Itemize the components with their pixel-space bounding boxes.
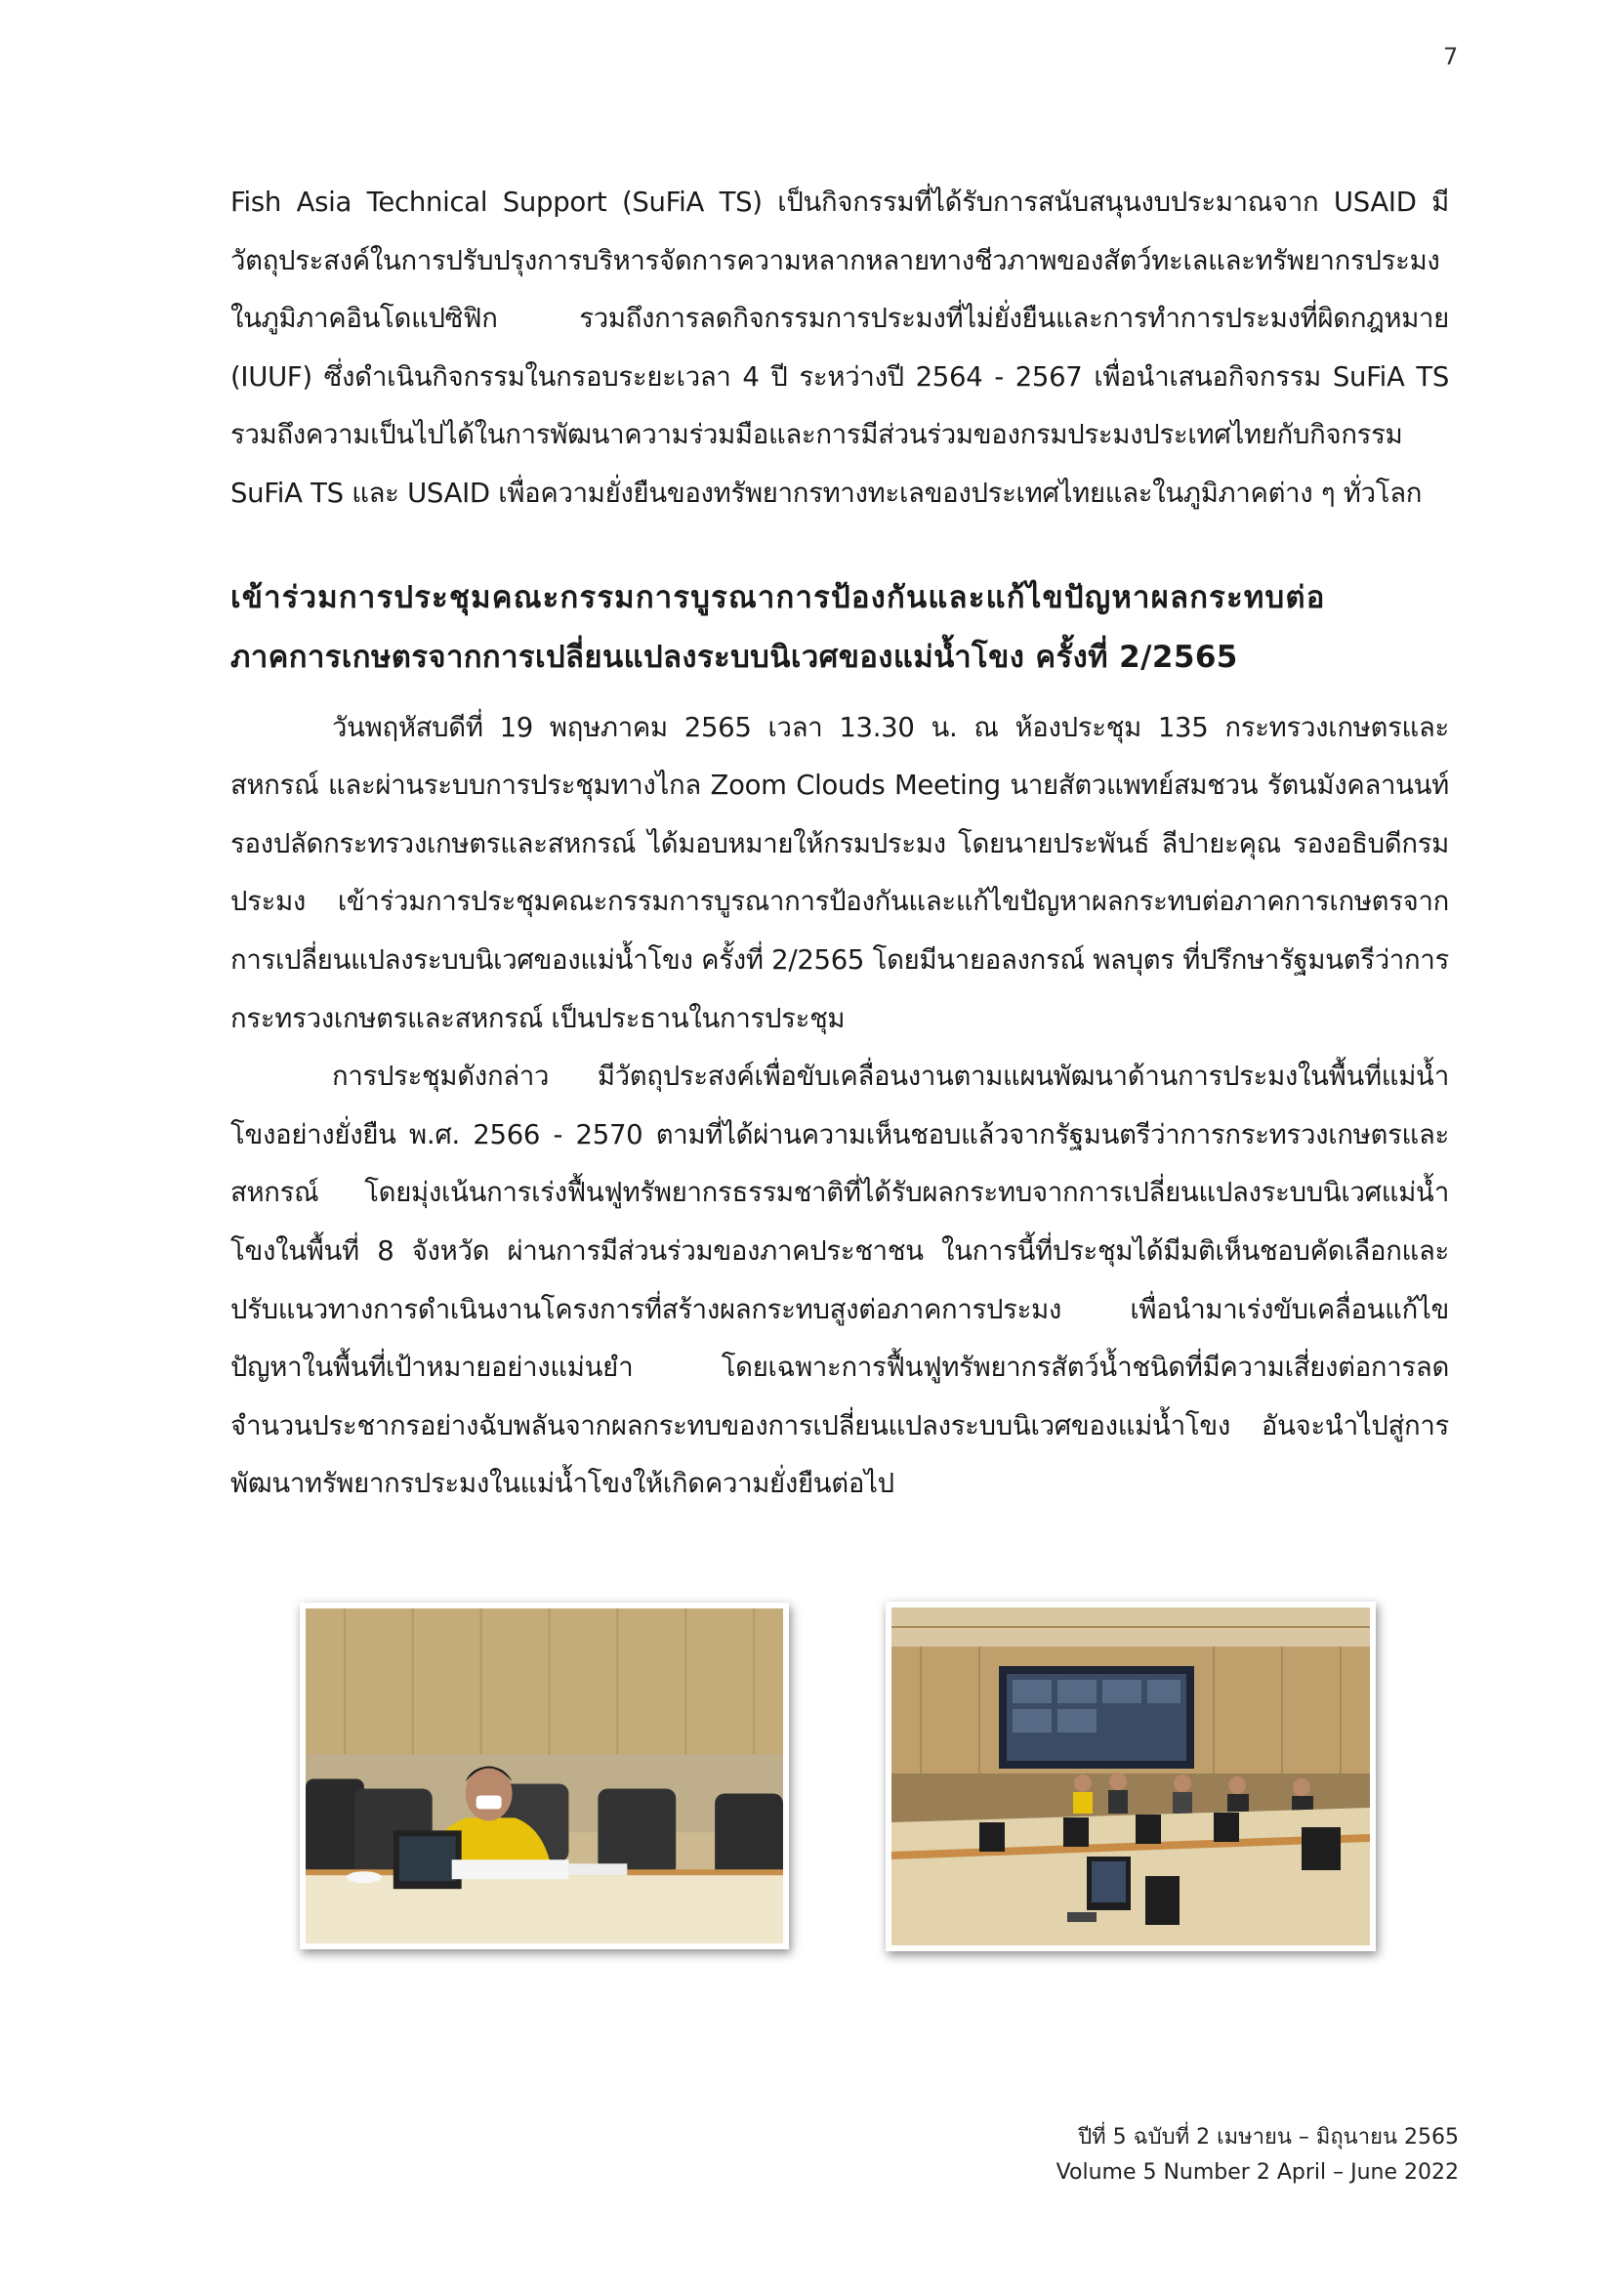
meeting-photo-official-image <box>306 1608 783 1943</box>
section-heading <box>230 568 1449 688</box>
page-number: 7 <box>1443 43 1459 70</box>
meeting-paragraph: วันพฤหัสบดีที่ 19 พฤษภาคม 2565 เวลา 13.30 น. ณ ห้องประชุม 135 กระทรวงเกษตรและสหกรณ์ และผ่านระบบการประชุมทางไกล Zoom Clouds Meeting นายสัตวแพทย์สมชวน รัตนมังคลานนท์ รองปลัดกระทรวงเกษตรและสหกรณ์ ได้มอบหมายให้กรมประมง โดยนายประพันธ์ ลีปายะคุณ รองอธิบดีกรมประมง เข้าร่วมการประชุมคณะกรรมการบูรณาการป้องกันและแก้ไขปัญหาผลกระทบต่อภาคการเกษตรจากการเปลี่ยนแปลงระบบนิเวศของแม่น้ำโขง ครั้งที่ 2/2565 โดยมีนายอลงกรณ์ พลบุตร ที่ปรึกษารัฐมนตรีว่าการกระทรวงเกษตรและสหกรณ์ เป็นประธานในการประชุม <box>230 711 1449 1034</box>
objective-paragraph: การประชุมดังกล่าว มีวัตถุประสงค์เพื่อขับเคลื่อนงานตามแผนพัฒนาด้านการประมงในพื้นที่แม่น้ำโขงอย่างยั่งยืน พ.ศ. 2566 - 2570 ตามที่ได้ผ่านความเห็นชอบแล้วจากรัฐมนตรีว่าการกระทรวงเกษตรและสหกรณ์ โดยมุ่งเน้นการเร่งฟื้นฟูทรัพยากรธรรมชาติที่ได้รับผลกระทบจากการเปลี่ยนแปลงระบบนิเวศแม่น้ำโขงในพื้นที่ 8 จังหวัด ผ่านการมีส่วนร่วมของภาคประชาชน ในการนี้ที่ประชุมได้มีมติเห็นชอบคัดเลือกและปรับแนวทางการดำเนินงานโครงการที่สร้างผลกระทบสูงต่อภาคการประมง เพื่อนำมาเร่งขับเคลื่อนแก้ไขปัญหาในพื้นที่เป้าหมายอย่างแม่นยำ โดยเฉพาะการฟื้นฟูทรัพยากรสัตว์น้ำชนิดที่มีความเสี่ยงต่อการลดจำนวนประชากรอย่างฉับพลันจากผลกระทบของการเปลี่ยนแปลงระบบนิเวศของแม่น้ำโขง อันจะนำไปสู่การพัฒนาทรัพยากรประมงในแม่น้ำโขงให้เกิดความยั่งยืนต่อไป <box>230 1061 1449 1500</box>
section-heading-line1: เข้าร่วมการประชุมคณะกรรมการบูรณาการป้องกันและแก้ไขปัญหาผลกระทบต่อ <box>230 579 1326 615</box>
footer-issue-thai: ปีที่ 5 ฉบับที่ 2 เมษายน – มิถุนายน 2565 <box>1078 2125 1459 2150</box>
footer-issue-english: Volume 5 Number 2 April – June 2022 <box>1056 2160 1459 2185</box>
intro-paragraph: Fish Asia Technical Support (SuFiA TS) เป็นกิจกรรมที่ได้รับการสนับสนุนงบประมาณจาก USAID มีวัตถุประสงค์ในการปรับปรุงการบริหารจัดการความหลากหลายทางชีวภาพของสัตว์ทะเลและทรัพยากรประมงในภูมิภาคอินโดแปซิฟิก รวมถึงการลดกิจกรรมการประมงที่ไม่ยั่งยืนและการทำการประมงที่ผิดกฎหมาย (IUUF) ซึ่งดำเนินกิจกรรมในกรอบระยะเวลา 4 ปี ระหว่างปี 2564 - 2567 เพื่อนำเสนอกิจกรรม SuFiA TS รวมถึงความเป็นไปได้ในการพัฒนาความร่วมมือและการมีส่วนร่วมของกรมประมงประเทศไทยกับกิจกรรม SuFiA TS และ USAID เพื่อความยั่งยืนของทรัพยากรทางทะเลของประเทศไทยและในภูมิภาคต่าง ๆ ทั่วโลก <box>230 187 1449 509</box>
meeting-photo-official <box>300 1603 789 1949</box>
meeting-photo-conference-room <box>886 1602 1376 1951</box>
article-body <box>230 174 1449 1514</box>
section-heading-line2: ภาคการเกษตรจากการเปลี่ยนแปลงระบบนิเวศของแม่น้ำโขง ครั้งที่ 2/2565 <box>230 639 1238 675</box>
meeting-photo-conference-image <box>891 1607 1370 1945</box>
